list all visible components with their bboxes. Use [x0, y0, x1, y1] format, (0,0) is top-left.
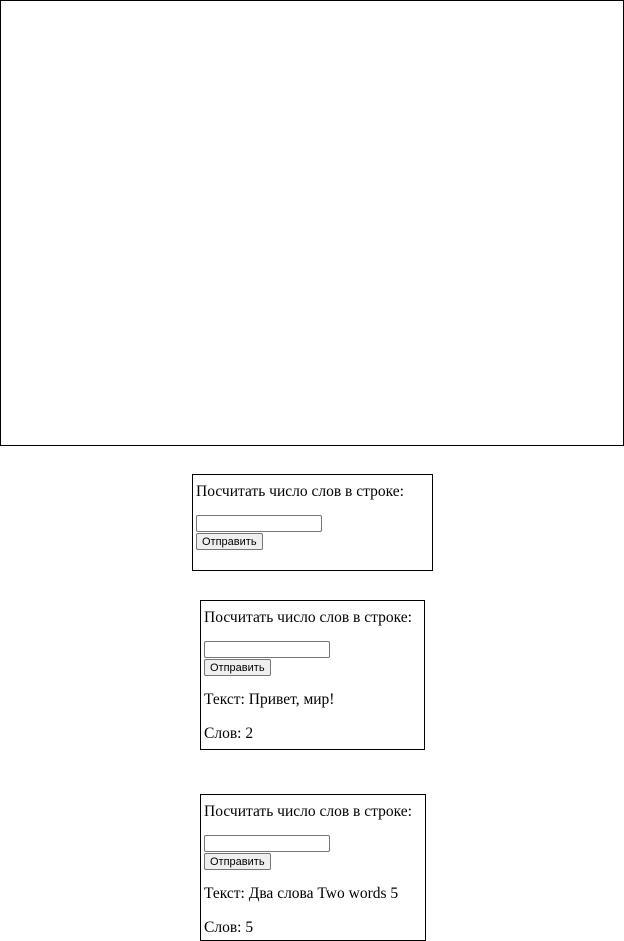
text-input[interactable] — [196, 515, 322, 532]
result-count-line — [204, 725, 421, 743]
result-text-line — [204, 885, 422, 903]
word-count-form-result-2 — [200, 794, 426, 941]
text-value: Привет, мир! — [248, 691, 335, 708]
text-label: Текст: — [204, 885, 245, 902]
form-heading: Посчитать число слов в строке: — [204, 609, 412, 626]
blank-frame — [0, 0, 624, 446]
count-value: 2 — [245, 725, 254, 742]
form-heading: Посчитать число слов в строке: — [196, 483, 404, 500]
result-text-line — [204, 691, 421, 709]
text-input[interactable] — [204, 641, 330, 658]
submit-button[interactable]: Отправить — [196, 533, 263, 550]
form-heading: Посчитать число слов в строке: — [204, 803, 412, 820]
text-label: Текст: — [204, 691, 245, 708]
count-value: 5 — [245, 919, 254, 936]
submit-button[interactable]: Отправить — [204, 659, 271, 676]
count-label: Слов: — [204, 725, 242, 742]
result-count-line — [204, 919, 422, 937]
submit-button[interactable]: Отправить — [204, 853, 271, 870]
text-input[interactable] — [204, 835, 330, 852]
word-count-form-result-1 — [200, 600, 425, 750]
count-label: Слов: — [204, 919, 242, 936]
text-value: Два слова Two words 5 — [248, 885, 399, 902]
word-count-form-empty — [192, 474, 433, 571]
